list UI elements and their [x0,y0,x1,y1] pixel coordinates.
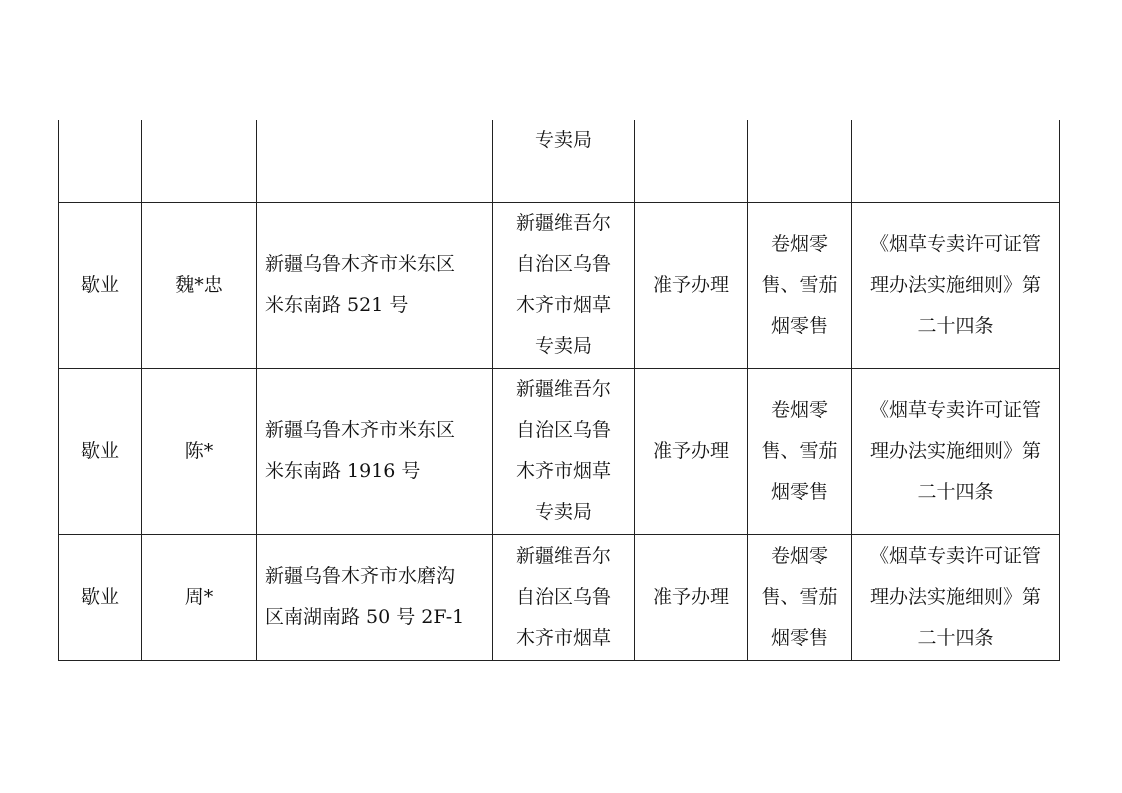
basis-line: 《烟草专卖许可证管 [869,544,1041,567]
cell-authority [493,534,635,660]
cell-scope [748,202,852,368]
cell-scope [748,120,852,202]
cell-status: 歇业 [59,202,142,368]
cell-address [257,534,493,660]
authority-line: 新疆维吾尔 [515,544,611,567]
cell-authority [493,368,635,534]
address-line: 新疆乌鲁木齐市米东区 [265,253,456,275]
cell-basis [852,534,1060,660]
cell-status: 歇业 [59,534,142,660]
authority-line: 自治区乌鲁 [515,419,611,441]
cell-name: 周* [142,534,257,660]
scope-line: 卷烟零 [770,398,828,421]
scope-line: 卷烟零 [770,544,828,567]
cell-authority [493,120,635,202]
table-row [59,534,1060,660]
cell-scope [748,368,852,534]
cell-status: 歇业 [59,368,142,534]
table-row [59,202,1060,368]
cell-name [142,120,257,202]
address-line: 新疆乌鲁木齐市米东区 [265,419,456,441]
authority-line: 木齐市烟草 [515,626,611,649]
address-line: 米东南路 521 号 [265,294,409,316]
cell-decision: 准予办理 [635,368,748,534]
authority-line: 自治区乌鲁 [515,253,611,275]
basis-line: 二十四条 [917,314,994,337]
cell-status [59,120,142,202]
basis-line: 理办法实施细则》第 [869,585,1041,608]
cell-basis [852,120,1060,202]
scope-line: 卷烟零 [770,232,828,255]
cell-scope [748,534,852,660]
scope-line: 售、雪茄 [761,439,838,462]
scope-line: 售、雪茄 [761,273,838,296]
cell-address [257,368,493,534]
cell-address [257,120,493,202]
basis-line: 二十四条 [917,480,994,503]
authority-line: 木齐市烟草 [515,460,611,482]
scope-line: 售、雪茄 [761,585,838,608]
basis-line: 《烟草专卖许可证管 [869,398,1041,421]
cell-basis [852,368,1060,534]
basis-line: 理办法实施细则》第 [869,439,1041,462]
address-line: 新疆乌鲁木齐市水磨沟 [265,565,456,587]
authority-line: 新疆维吾尔 [515,378,611,400]
cell-decision: 准予办理 [635,202,748,368]
cell-address [257,202,493,368]
authority-line: 自治区乌鲁 [515,585,611,608]
license-table [58,120,1060,661]
cell-authority [493,202,635,368]
table-row-continued [59,120,1060,202]
authority-line: 专卖局 [534,335,592,357]
authority-line: 新疆维吾尔 [515,212,611,234]
authority-line: 专卖局 [534,501,592,523]
basis-line: 《烟草专卖许可证管 [869,232,1041,255]
address-line: 区南湖南路 50 号 2F-1 [265,606,465,628]
scope-line: 烟零售 [770,314,828,337]
cell-decision: 准予办理 [635,534,748,660]
cell-basis [852,202,1060,368]
basis-line: 二十四条 [917,626,994,649]
address-line: 米东南路 1916 号 [265,460,421,482]
authority-line: 木齐市烟草 [515,294,611,316]
cell-name: 陈* [142,368,257,534]
table-row [59,368,1060,534]
basis-line: 理办法实施细则》第 [869,273,1041,296]
scope-line: 烟零售 [770,480,828,503]
scope-line: 烟零售 [770,626,828,649]
authority-line: 专卖局 [534,129,592,151]
cell-name: 魏*忠 [142,202,257,368]
cell-decision [635,120,748,202]
